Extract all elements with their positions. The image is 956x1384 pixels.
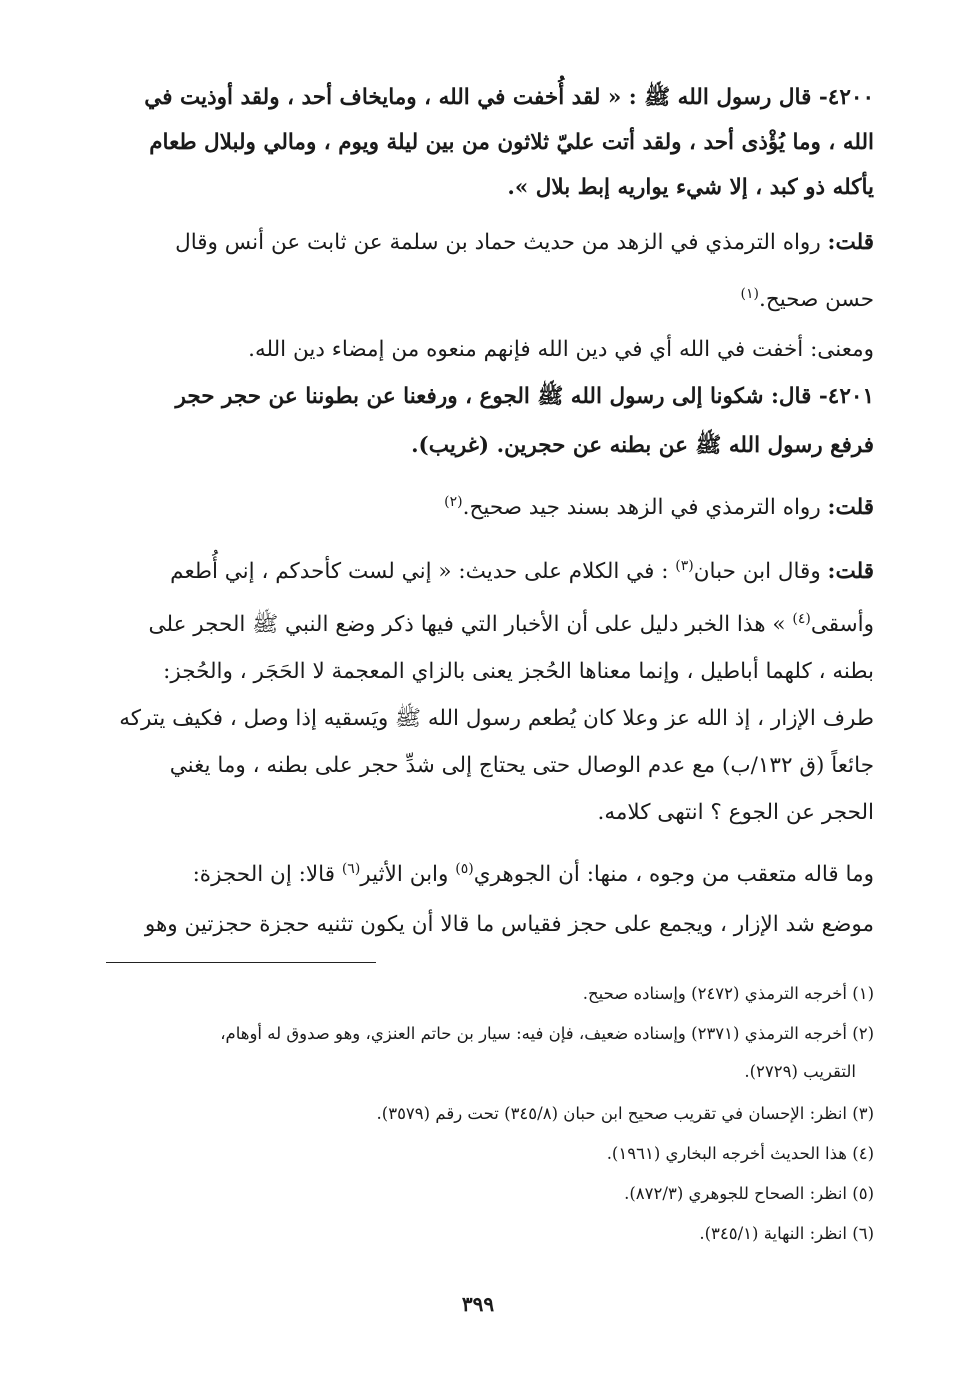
comment-3-line-3: بطنه ، كلهما أباطيل ، وإنما معناها الحُجز يعنى بالزاي المعجمة لا الحَجَر ، والحُجز: (163, 659, 874, 684)
qult-label: قلت: (827, 559, 874, 584)
response-text-c: قالا: إن الحجزة: (192, 862, 342, 887)
response-text-a: وما قاله متعقب من وجوه ، منها: أن الجوهري (473, 862, 874, 887)
comment-3-text-b: : في الكلام على حديث: « إني لست كأحدكم ، إني أُطعم (170, 559, 676, 584)
comment-3-line-5: جائعاً (ق ١٣٢/ب) مع عدم الوصال حتى يحتاج إلى شدِّ حجر على بطنه ، وما يغني (169, 753, 874, 778)
comment-1-text: رواه الترمذي في الزهد من حديث حماد بن سلمة عن ثابت عن أنس وقال (175, 230, 828, 255)
footnote-5: (٥) انظر: الصحاح للجوهري (٨٧٢/٣). (624, 1184, 874, 1203)
comment-3-line-2a: وأسقى (810, 612, 874, 637)
meaning-text: ومعنى: أخفت في الله أي في دين الله فإنهم منعوه من إمضاء دين الله. (248, 337, 874, 362)
comment-2-text: رواه الترمذي في الزهد بسند جيد صحيح. (462, 495, 828, 520)
comment-3-line-4: طرف الإزار ، إذ الله عز وعلا كان يُطعم رسول الله ﷺ ويَسقيه إذا وصل ، فكيف يتركه (119, 706, 874, 731)
footnote-3: (٣) انظر: الإحسان في تقريب صحيح ابن حبان (٣٤٥/٨) تحت رقم (٣٥٧٩). (376, 1104, 874, 1123)
hadith-4200-line-1: ٤٢٠٠- قال رسول الله ﷺ : « لقد أُخفت في الله ، ومايخاف أحد ، ولقد أوذيت في (144, 85, 874, 110)
comment-tirmidhi-1 (84, 220, 874, 322)
qult-label: قلت: (827, 230, 874, 255)
hadith-4201 (84, 374, 874, 468)
comment-ibn-hibban (84, 548, 874, 836)
hadith-4201-line-1: ٤٢٠١- قال: شكونا إلى رسول الله ﷺ الجوع ، ورفعنا عن بطوننا عن حجر حجر (175, 384, 874, 409)
hadith-4200-line-2: الله ، وما يُؤْذى أحد ، ولقد أتت عليّ ثلاثون من بين ليلة ويوم ، ومالي ولبلال طعام (149, 130, 874, 155)
meaning-note (84, 327, 874, 372)
footnote-ref-4[interactable]: (٤) (792, 610, 811, 627)
footnote-6: (٦) انظر: النهاية (٣٤٥/١). (699, 1224, 874, 1243)
footnote-ref-1[interactable]: (١) (740, 285, 759, 302)
footnote-ref-3[interactable]: (٣) (675, 557, 694, 574)
comment-3-line-6: الحجر عن الجوع ؟ انتهى كلامه. (597, 800, 874, 825)
qult-label: قلت: (827, 495, 874, 520)
footnote-ref-6[interactable]: (٦) (341, 860, 361, 877)
hadith-4200-line-3: يأكله ذو كبد ، إلا شيء يواريه إبط بلال ». (507, 175, 874, 200)
hadith-4201-line-2: فرفع رسول الله ﷺ عن بطنه عن حجرين. (غريب). (411, 433, 874, 458)
footnote-2-continuation: التقريب (٢٧٢٩). (744, 1062, 856, 1081)
footnote-2: (٢) أخرجه الترمذي (٢٣٧١) وإسناده ضعيف، فإن فيه: سيار بن حاتم العنزي، وهو صدوق له أوهام، (220, 1024, 874, 1043)
response-text-b: وابن الأثير (360, 862, 456, 887)
response-paragraph (84, 850, 874, 950)
comment-3-line-2b: » هذا الخبر دليل على أن الأخبار التي فيها ذكر وضع النبي ﷺ الحجر على (148, 612, 793, 637)
footnote-ref-5[interactable]: (٥) (455, 860, 474, 877)
page-number: ٣٩٩ (461, 1292, 495, 1316)
footnote-1: (١) أخرجه الترمذي (٢٤٧٢) وإسناده صحيح. (582, 984, 874, 1003)
footnote-separator (106, 962, 376, 963)
hadith-4200 (84, 75, 874, 210)
footnote-ref-2[interactable]: (٢) (444, 493, 463, 510)
comment-3-text-a: وقال ابن حبان (693, 559, 828, 584)
footnote-4: (٤) هذا الحديث أخرجه البخاري (١٩٦١). (606, 1144, 874, 1163)
comment-1-text-2: حسن صحيح. (758, 287, 874, 312)
comment-tirmidhi-2 (84, 485, 874, 530)
response-line-2: موضع شد الإزار ، ويجمع على حجز فقياس ما قالا أن يكون تثنيه حجزة حجزتين وهو (144, 912, 874, 937)
